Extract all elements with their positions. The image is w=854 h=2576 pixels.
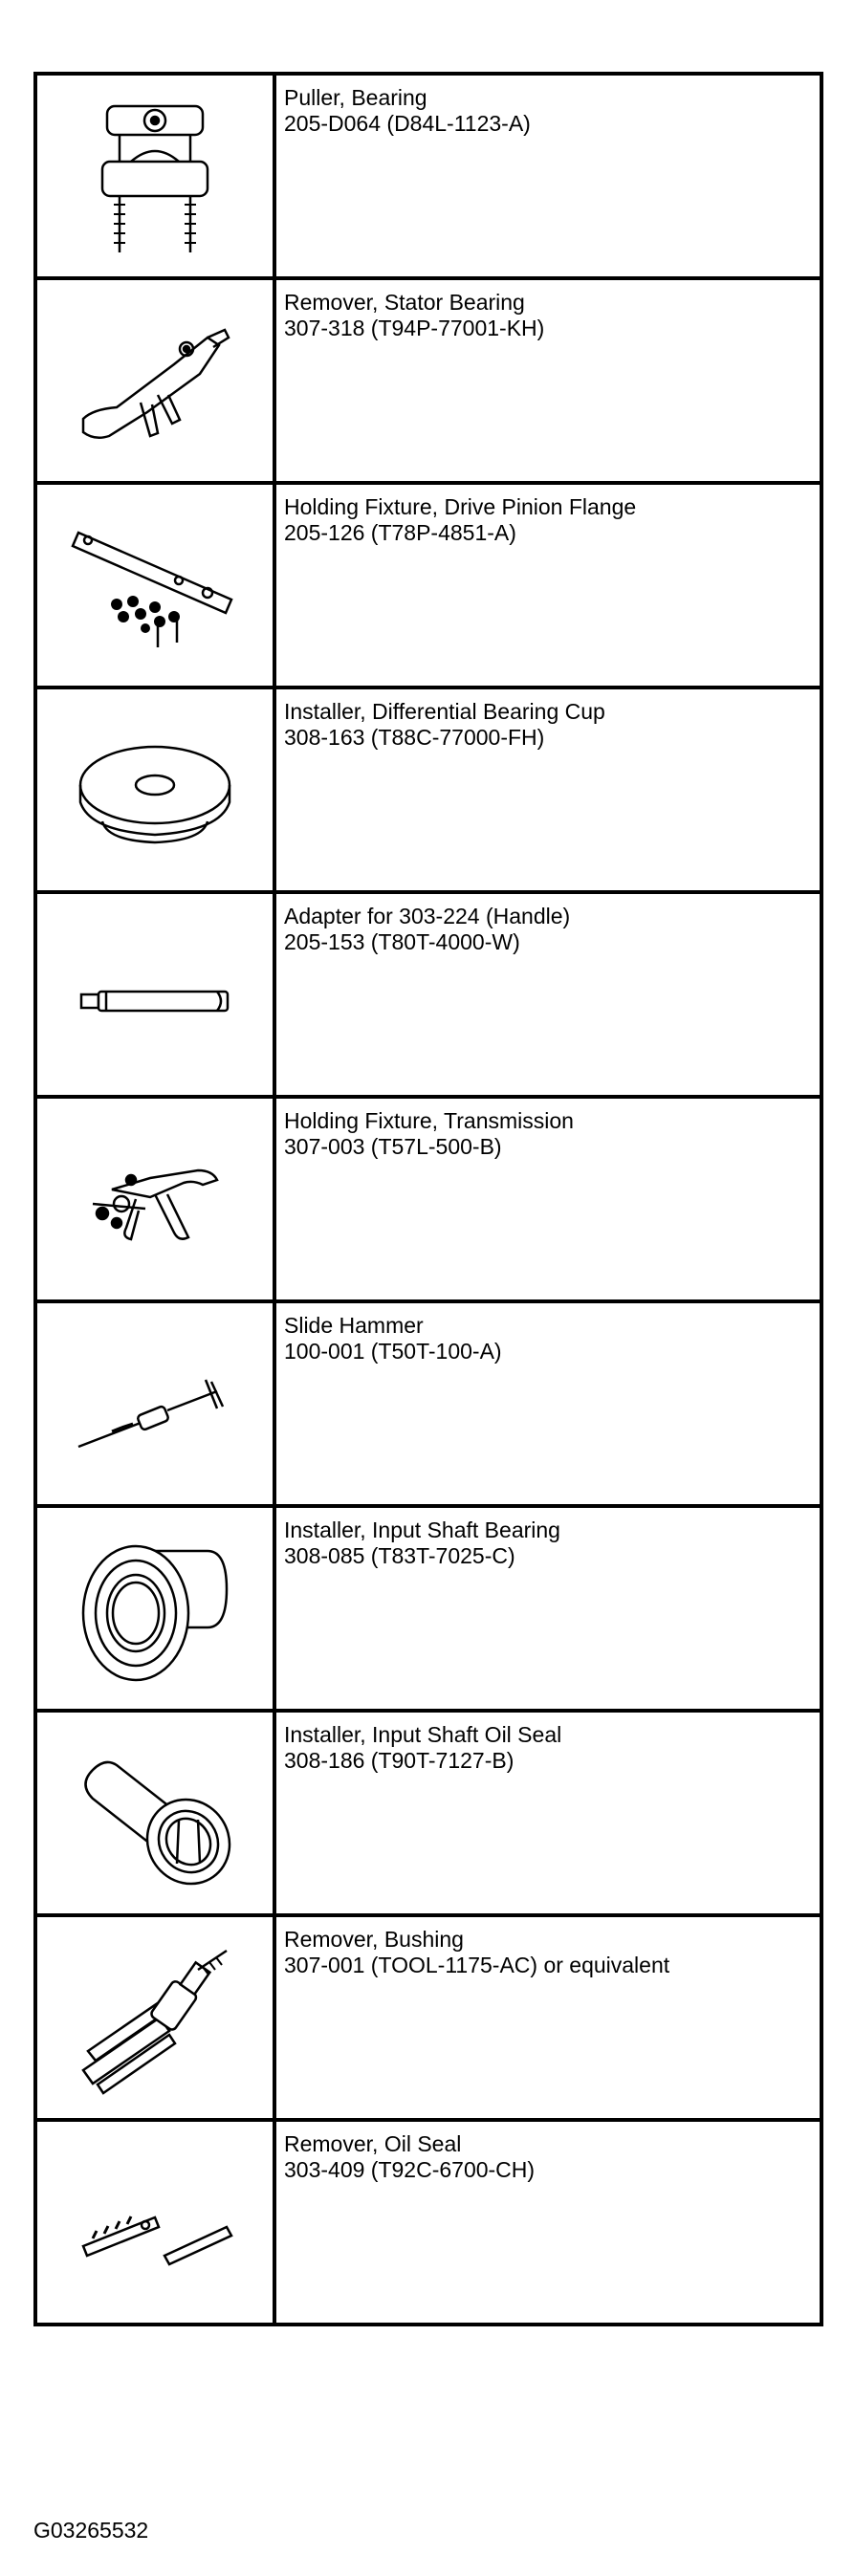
bushing-remover-icon [64, 1927, 246, 2108]
bearing-cup-installer-icon [64, 699, 246, 881]
slide-hammer-icon [64, 1313, 246, 1495]
tool-number: 308-085 (T83T-7025-C) [284, 1543, 515, 1568]
tool-description-cell [274, 1711, 821, 1915]
input-shaft-bearing-installer-icon [64, 1517, 246, 1699]
tool-image-cell [35, 74, 274, 278]
tool-image-cell [35, 1506, 274, 1711]
table-row [35, 74, 821, 278]
tool-description-cell [274, 688, 821, 892]
tool-image-cell [35, 892, 274, 1097]
table-row [35, 1915, 821, 2120]
tool-image-cell [35, 2120, 274, 2325]
transmission-fixture-icon [64, 1108, 246, 1290]
oil-seal-remover-icon [64, 2131, 246, 2313]
table-row [35, 1301, 821, 1506]
tool-description-cell [274, 2120, 821, 2325]
table-row [35, 278, 821, 483]
tool-name: Puller, Bearing [284, 85, 427, 110]
tool-description-cell [274, 1301, 821, 1506]
table-row [35, 1711, 821, 1915]
tool-number: 307-001 (TOOL-1175-AC) or equivalent [284, 1953, 670, 1977]
tool-name: Adapter for 303-224 (Handle) [284, 904, 571, 928]
tool-description-cell [274, 1506, 821, 1711]
tool-description-cell [274, 1915, 821, 2120]
tool-description-cell [274, 74, 821, 278]
handle-adapter-icon [64, 904, 246, 1085]
tool-name: Holding Fixture, Transmission [284, 1108, 574, 1133]
table-row [35, 892, 821, 1097]
tool-image-cell [35, 1711, 274, 1915]
tool-name: Remover, Oil Seal [284, 2131, 462, 2156]
tool-number: 307-003 (T57L-500-B) [284, 1134, 502, 1159]
tool-number: 307-318 (T94P-77001-KH) [284, 316, 545, 340]
table-row [35, 1506, 821, 1711]
tool-number: 308-186 (T90T-7127-B) [284, 1748, 515, 1773]
tool-description-cell [274, 278, 821, 483]
tool-number: 308-163 (T88C-77000-FH) [284, 725, 545, 750]
tool-name: Holding Fixture, Drive Pinion Flange [284, 494, 637, 519]
tool-description-cell [274, 1097, 821, 1301]
tool-number: 100-001 (T50T-100-A) [284, 1339, 502, 1364]
tool-name: Installer, Differential Bearing Cup [284, 699, 605, 724]
tool-description-cell [274, 483, 821, 688]
oil-seal-installer-icon [64, 1722, 246, 1904]
tool-name: Remover, Bushing [284, 1927, 464, 1952]
tool-image-cell [35, 483, 274, 688]
tool-image-cell [35, 1915, 274, 2120]
tool-image-cell [35, 278, 274, 483]
tool-number: 303-409 (T92C-6700-CH) [284, 2157, 536, 2182]
figure-id: G03265532 [33, 2518, 149, 2543]
pinion-flange-fixture-icon [64, 494, 246, 676]
bearing-puller-icon [64, 85, 246, 267]
tool-name: Installer, Input Shaft Oil Seal [284, 1722, 562, 1747]
tool-image-cell [35, 1097, 274, 1301]
table-row [35, 688, 821, 892]
tool-name: Remover, Stator Bearing [284, 290, 525, 315]
tool-number: 205-153 (T80T-4000-W) [284, 929, 520, 954]
stator-bearing-remover-icon [64, 290, 246, 471]
table-row [35, 483, 821, 688]
tool-number: 205-126 (T78P-4851-A) [284, 520, 516, 545]
tool-number: 205-D064 (D84L-1123-A) [284, 111, 531, 136]
tool-name: Slide Hammer [284, 1313, 424, 1338]
table-row [35, 1097, 821, 1301]
tool-name: Installer, Input Shaft Bearing [284, 1517, 560, 1542]
table-row [35, 2120, 821, 2325]
tool-image-cell [35, 688, 274, 892]
tool-description-cell [274, 892, 821, 1097]
special-tools-table [33, 72, 823, 2326]
tool-image-cell [35, 1301, 274, 1506]
